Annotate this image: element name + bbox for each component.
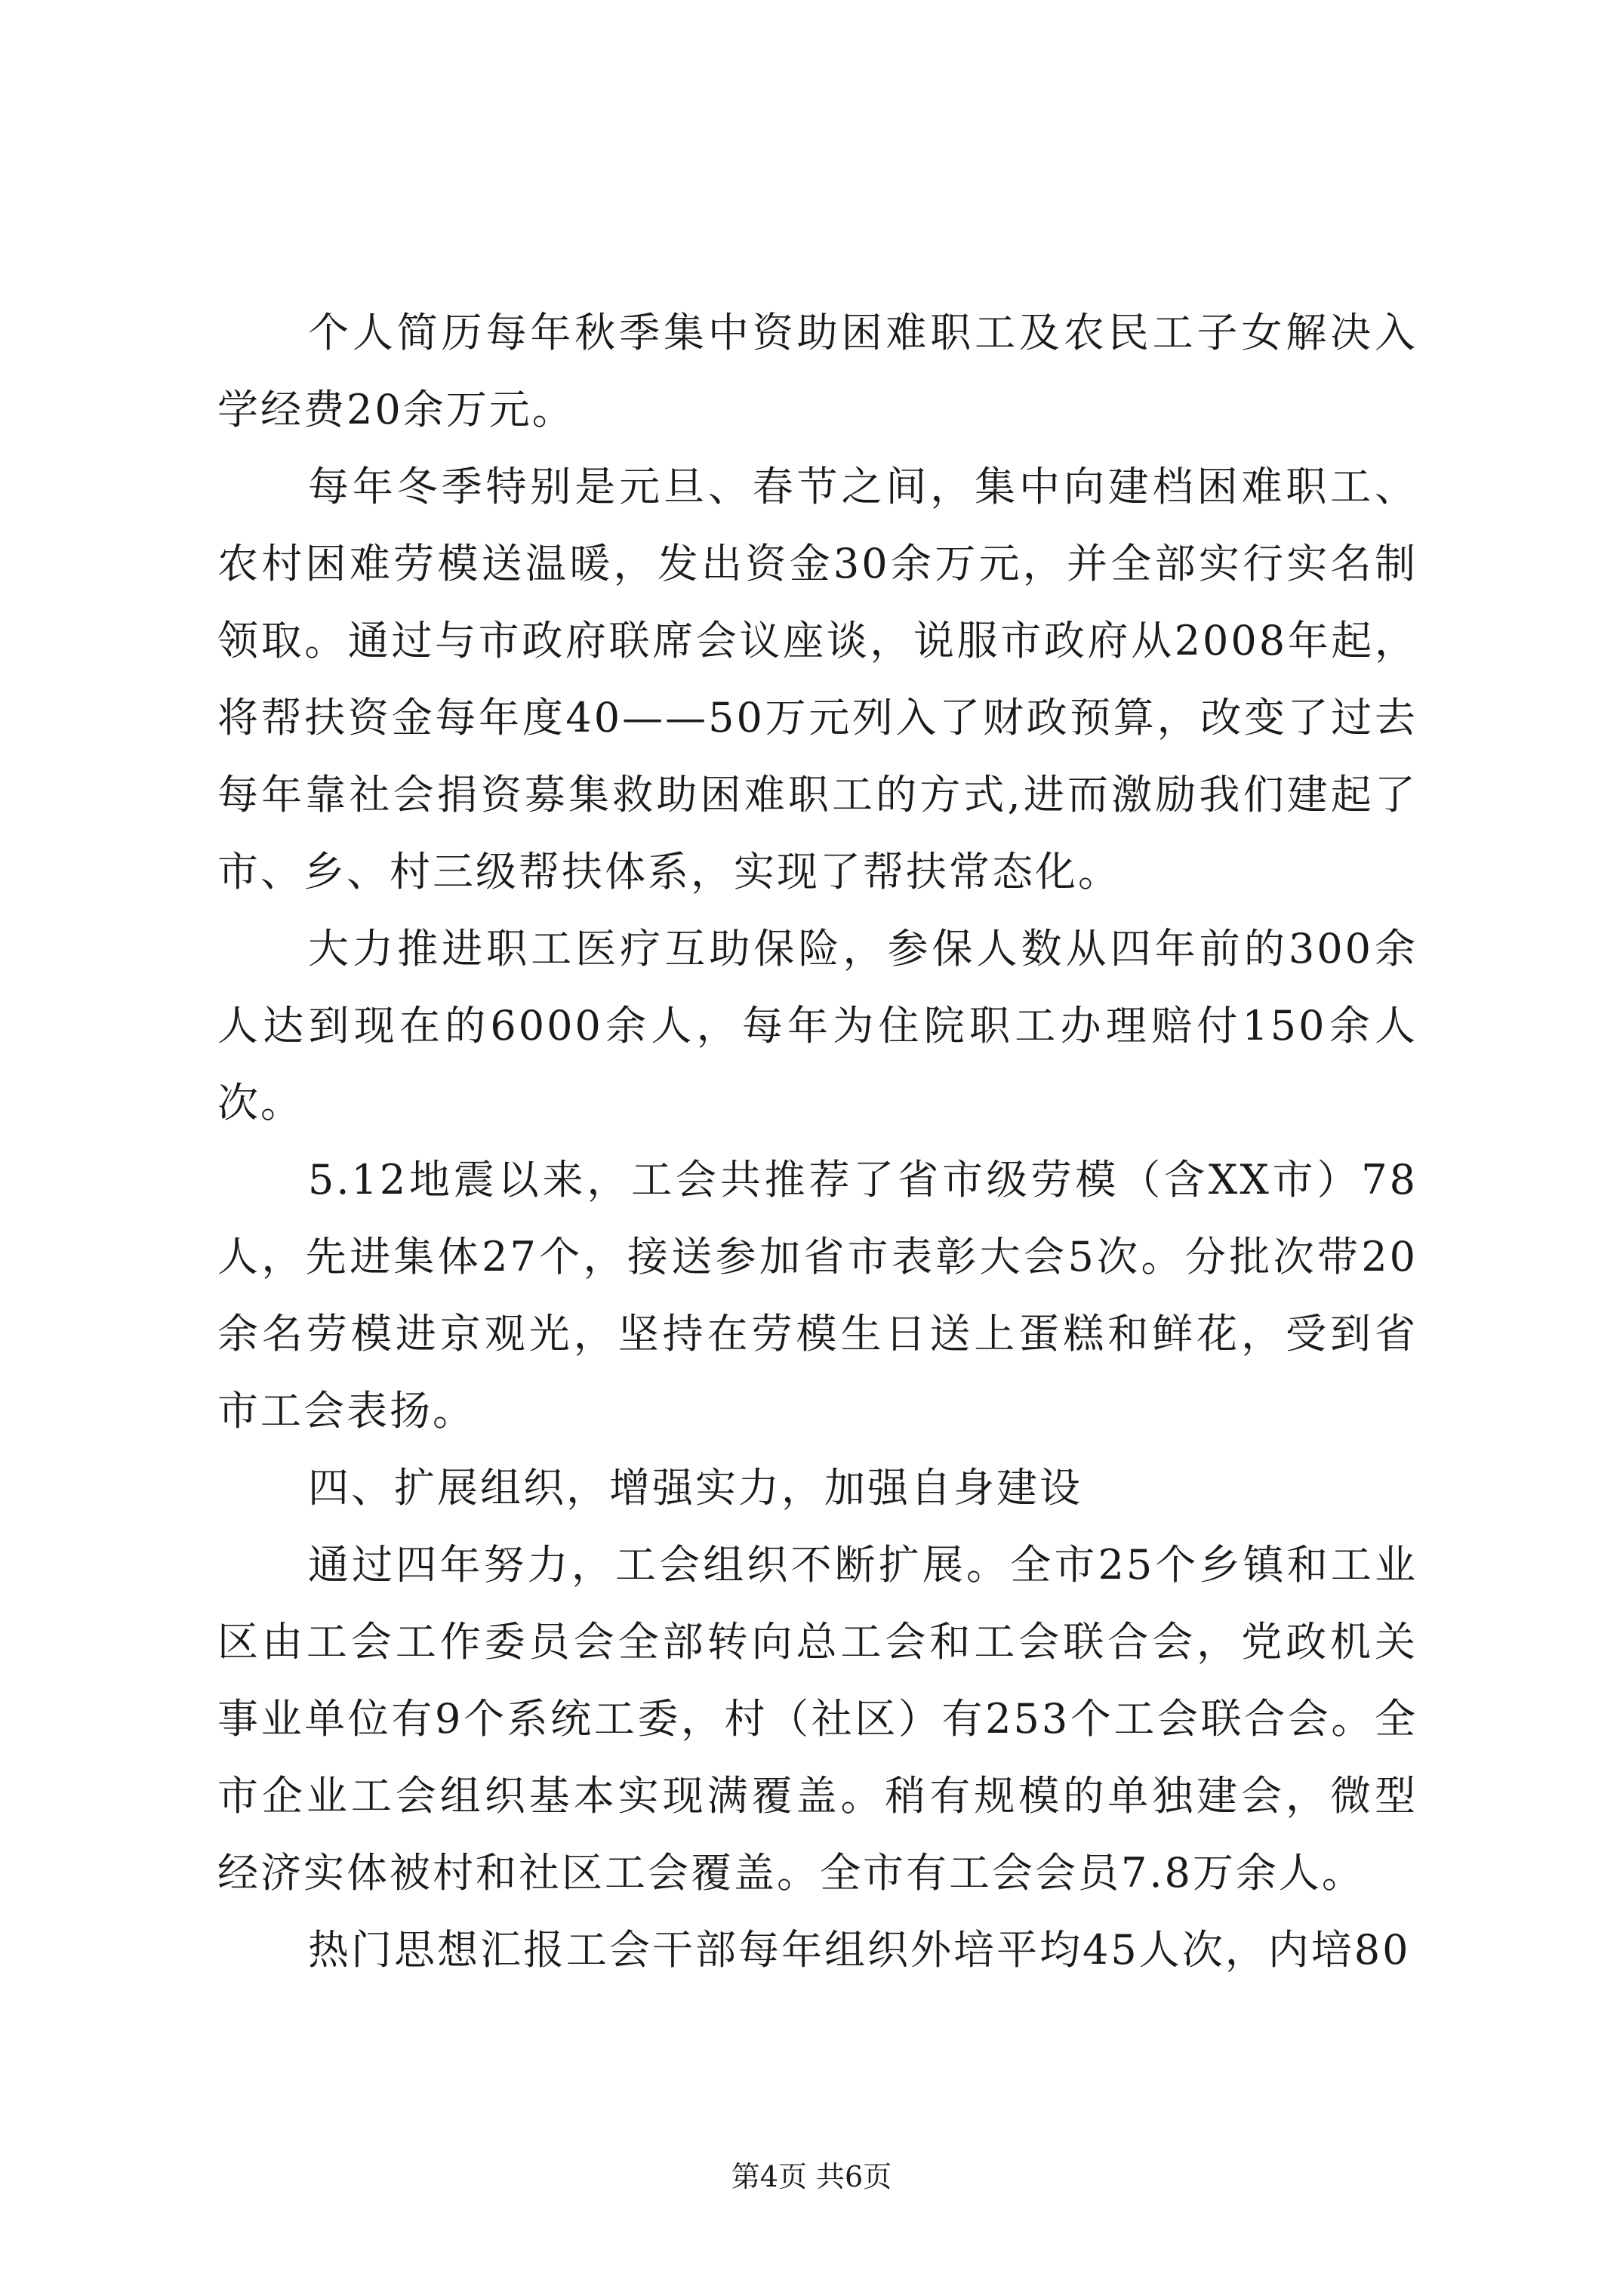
section-heading-four: 四、扩展组织，增强实力，加强自身建设 [308,1464,1083,1512]
paragraph-medical-insurance: 大力推进职工医疗互助保险，参保人数从四年前的300余人达到现在的6000余人，每年为住院职工办理赔付150余人次。 [217,925,1418,1126]
document-body [217,294,1418,1989]
paragraph-aid-children: 个人简历每年秋季集中资助困难职工及农民工子女解决入学经费20余万元。 [217,309,1418,433]
paragraph-cadre-training: 热门思想汇报工会干部每年组织外培平均45人次，内培80 [308,1926,1411,1974]
paragraph-winter-warmth: 每年冬季特别是元旦、春节之间，集中向建档困难职工、农村困难劳模送温暖，发出资金30余万元，并全部实行实名制领取。通过与市政府联席会议座谈，说服市政府从2008年起，将帮扶资金每年度40——50万元列入了财政预算，改变了过去每年靠社会捐资募集救助困难职工的方式,进而激励我们建起了市、乡、村三级帮扶体系，实现了帮扶常态化。 [217,463,1418,895]
page-footer: 第4页 共6页 [731,2160,892,2193]
paragraph-model-workers: 5.12地震以来，工会共推荐了省市级劳模（含XX市）78人，先进集体27个，接送参加省市表彰大会5次。分批次带20余名劳模进京观光，坚持在劳模生日送上蛋糕和鲜花，受到省市工会表扬。 [217,1156,1418,1435]
paragraph-organization-expansion: 通过四年努力，工会组织不断扩展。全市25个乡镇和工业区由工会工作委员会全部转向总工会和工会联合会，党政机关事业单位有9个系统工委，村（社区）有253个工会联合会。全市企业工会组织基本实现满覆盖。稍有规模的单独建会，微型经济实体被村和社区工会覆盖。全市有工会会员7.8万余人。 [217,1541,1418,1897]
